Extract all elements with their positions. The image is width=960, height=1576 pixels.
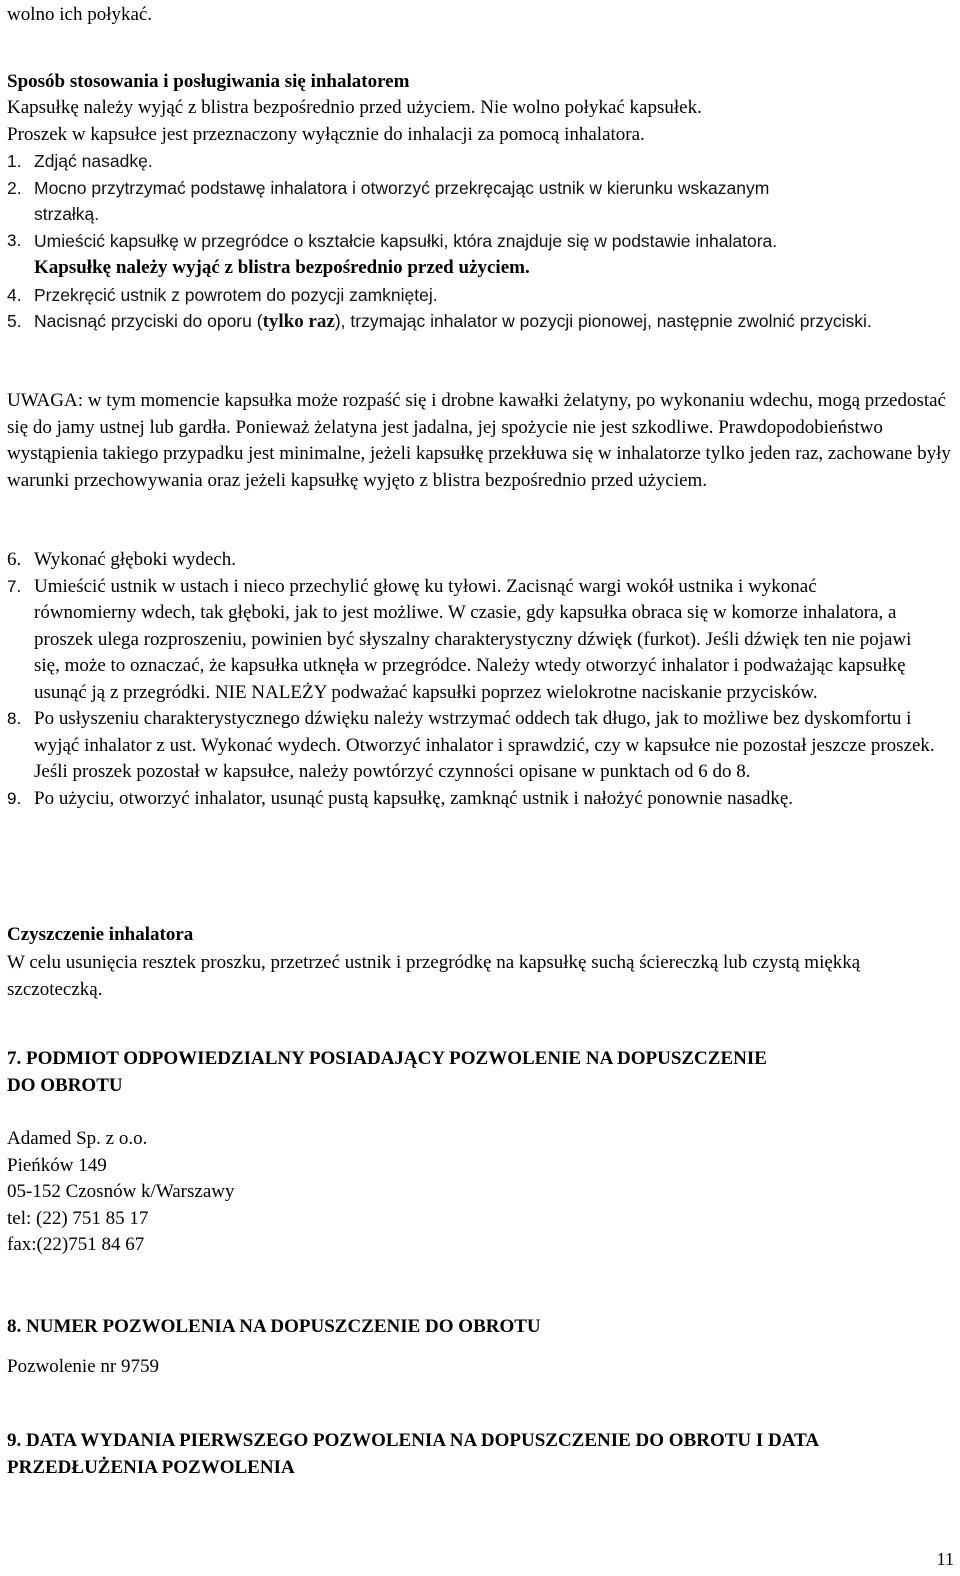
- address-city: 05-152 Czosnów k/Warszawy: [7, 1181, 235, 1202]
- step-6-number: 6.: [7, 549, 22, 570]
- warning-paragraph: UWAGA: w tym momencie kapsułka może rozpaść się i drobne kawałki żelatyny, po wykonaniu wdechu, mogą przedostać się do jamy ustnej lub gardła. Ponieważ żelatyna jest jadalna, jej spożycie nie jest szkodliwe. Prawdopodobieństwo wystąpienia takiego przypadku jest minimalne, jeżeli kapsułkę przekłuwa się w inhalatorze tylko jeden raz, zachowane były warunki przechowywania oraz jeżeli kapsułkę wyjęto z blistra bezpośrednio przed użyciem.: [7, 390, 951, 491]
- usage-heading: Sposób stosowania i posługiwania się inhalatorem: [7, 71, 410, 92]
- page-number: 11: [936, 1549, 954, 1569]
- step-8: [7, 706, 957, 786]
- step-2-text: Mocno przytrzymać podstawę inhalatora i otworzyć przekręcając ustnik w kierunku wskazanym strzałką.: [34, 177, 770, 224]
- steps-6-9: [7, 547, 957, 812]
- step-3-text: Umieścić kapsułkę w przegródce o kształcie kapsułki, która znajduje się w podstawie inhalatora.: [34, 230, 778, 251]
- address-fax: fax:(22)751 84 67: [7, 1234, 145, 1255]
- step-8-text: Po usłyszeniu charakterystycznego dźwięku należy wstrzymać oddech tak długo, jak to możliwe bez dyskomfortu i wyjąć inhalator z ust. Wykonać wydech. Otworzyć inhalator i sprawdzić, czy w kapsułce nie pozostał jeszcze proszek. Jeśli proszek pozostał w kapsułce, należy powtórzyć czynności opisane w punktach od 6 do 8.: [34, 708, 935, 782]
- section-9-heading: 9. DATA WYDANIA PIERWSZEGO POZWOLENIA NA DOPUSZCZENIE DO OBROTU I DATA PRZEDŁUŻENIA POZWOLENIA: [7, 1430, 819, 1478]
- cleaning-text: W celu usunięcia resztek proszku, przetrzeć ustnik i przegródkę na kapsułkę suchą ściereczką lub czystą miękką szczoteczką.: [7, 952, 861, 1000]
- step-4: [7, 282, 947, 309]
- step-4-number: 4.: [7, 284, 22, 305]
- step-2: [7, 175, 827, 228]
- step-7: [7, 574, 922, 707]
- step-6-text: Wykonać głęboki wydech.: [34, 549, 236, 570]
- step-3: [7, 228, 837, 282]
- address-street: Pieńków 149: [7, 1154, 107, 1176]
- permit-number: Pozwolenie nr 9759: [7, 1356, 159, 1377]
- step-5: [7, 308, 887, 336]
- steps-1-5: [7, 148, 947, 336]
- address-block: [7, 1126, 234, 1259]
- step-5-post: ), trzymając inhalator w pozycji pionowej, następnie zwolnić przyciski.: [334, 311, 872, 331]
- step-9-text: Po użyciu, otworzyć inhalator, usunąć pustą kapsułkę, zamknąć ustnik i nałożyć ponownie nasadkę.: [34, 787, 794, 809]
- step-1-number: 1.: [7, 151, 22, 171]
- step-3-number: 3.: [7, 230, 22, 250]
- address-company: Adamed Sp. z o.o.: [7, 1128, 148, 1149]
- step-8-number: 8.: [7, 709, 22, 728]
- step-9: [7, 786, 957, 813]
- step-7-number: 7.: [7, 576, 22, 596]
- section-7-heading: 7. PODMIOT ODPOWIEDZIALNY POSIADAJĄCY POZWOLENIE NA DOPUSZCZENIE DO OBROTU: [7, 1048, 767, 1096]
- step-4-text: Przekręcić ustnik z powrotem do pozycji zamkniętej.: [34, 284, 438, 305]
- step-9-number: 9.: [7, 788, 22, 808]
- address-phone: tel: (22) 751 85 17: [7, 1207, 149, 1229]
- top-fragment: wolno ich połykać.: [7, 4, 153, 25]
- usage-intro-2: Proszek w kapsułce jest przeznaczony wyłącznie do inhalacji za pomocą inhalatora.: [7, 124, 645, 145]
- step-1-text: Zdjąć nasadkę.: [34, 151, 153, 171]
- step-7-text: Umieścić ustnik w ustach i nieco przechylić głowę ku tyłowi. Zacisnąć wargi wokół ustnika i wykonać równomierny wdech, tak głęboki, jak to jest możliwe. W czasie, gdy kapsułka obraca się w komorze inhalatora, a proszek ulega rozproszeniu, powinien być słyszalny charakterystyczny dźwięk (furkot). Jeśli dźwięk ten nie pojawi się, może to oznaczać, że kapsułka utknęła w przegródce. Należy wtedy otworzyć inhalator i podważając kapsułkę usunąć ją z przegródki. NIE NALEŻY podważać kapsułki poprzez wielokrotne naciskanie przycisków.: [34, 575, 912, 703]
- usage-intro-1: Kapsułkę należy wyjąć z blistra bezpośrednio przed użyciem. Nie wolno połykać kapsułek.: [7, 97, 702, 118]
- step-3-bold: Kapsułkę należy wyjąć z blistra bezpośrednio przed użyciem.: [34, 257, 530, 278]
- step-2-number: 2.: [7, 177, 22, 198]
- section-8-heading: 8. NUMER POZWOLENIA NA DOPUSZCZENIE DO OBROTU: [7, 1316, 541, 1337]
- step-5-number: 5.: [7, 311, 22, 331]
- step-1: [7, 148, 947, 175]
- cleaning-heading: Czyszczenie inhalatora: [7, 924, 194, 945]
- step-5-pre: Nacisnąć przyciski do oporu (: [34, 311, 263, 331]
- step-6: [7, 547, 957, 574]
- step-5-bold: tylko raz: [262, 311, 335, 332]
